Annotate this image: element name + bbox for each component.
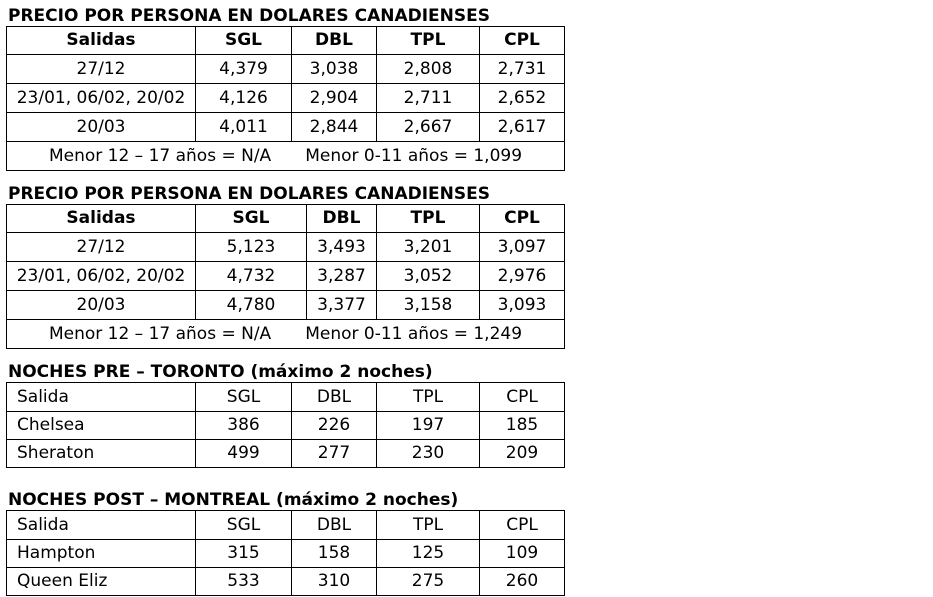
table-row [7, 113, 565, 142]
cell-cpl: 3,093 [480, 291, 565, 320]
cell-tpl: 125 [377, 540, 480, 568]
table-header-row [7, 27, 565, 55]
cell-salidas: 23/01, 06/02, 20/02 [7, 84, 196, 113]
table-row [7, 291, 565, 320]
cell-dbl: 158 [292, 540, 377, 568]
price-section-1 [6, 5, 564, 171]
price-section-2 [6, 183, 564, 349]
cell-hotel: Sheraton [7, 440, 196, 468]
table-header-row [7, 511, 565, 540]
cell-salidas: 20/03 [7, 291, 196, 320]
table-row [7, 262, 565, 291]
cell-sgl: 4,780 [196, 291, 307, 320]
cell-hotel: Queen Eliz [7, 568, 196, 596]
cell-tpl: 3,201 [377, 233, 480, 262]
table-row [7, 84, 565, 113]
cell-cpl: 2,731 [480, 55, 565, 84]
column-header-cpl: CPL [480, 511, 565, 540]
minor-12-17-note: Menor 12 – 17 años = N/A [48, 324, 272, 344]
column-header-salidas: Salidas [7, 27, 196, 55]
price-table-2 [6, 204, 565, 349]
cell-dbl: 310 [292, 568, 377, 596]
cell-tpl: 3,052 [377, 262, 480, 291]
column-header-tpl: TPL [377, 511, 480, 540]
minor-12-17-note: Menor 12 – 17 años = N/A [48, 146, 272, 166]
cell-sgl: 5,123 [196, 233, 307, 262]
cell-dbl: 2,844 [292, 113, 377, 142]
price-table-1 [6, 26, 565, 171]
column-header-cpl: CPL [480, 27, 565, 55]
table-header-row [7, 383, 565, 412]
cell-cpl: 2,976 [480, 262, 565, 291]
cell-sgl: 533 [196, 568, 292, 596]
column-header-tpl: TPL [377, 27, 480, 55]
pre-nights-section [6, 361, 564, 468]
cell-dbl: 2,904 [292, 84, 377, 113]
section-title: NOCHES POST – MONTREAL (máximo 2 noches) [8, 490, 459, 510]
table-row [7, 568, 565, 596]
column-header-cpl: CPL [480, 205, 565, 233]
table-row [7, 412, 565, 440]
cell-hotel: Chelsea [7, 412, 196, 440]
cell-dbl: 3,287 [307, 262, 377, 291]
table-row [7, 540, 565, 568]
minor-price-row [7, 142, 565, 171]
cell-cpl: 185 [480, 412, 565, 440]
column-header-sgl: SGL [196, 27, 292, 55]
minor-price-cell [7, 142, 565, 171]
cell-salidas: 23/01, 06/02, 20/02 [7, 262, 196, 291]
cell-dbl: 277 [292, 440, 377, 468]
column-header-tpl: TPL [377, 383, 480, 412]
cell-salidas: 27/12 [7, 233, 196, 262]
cell-tpl: 2,711 [377, 84, 480, 113]
cell-cpl: 3,097 [480, 233, 565, 262]
column-header-dbl: DBL [307, 205, 377, 233]
section-title: NOCHES PRE – TORONTO (máximo 2 noches) [8, 362, 433, 382]
column-header-dbl: DBL [292, 27, 377, 55]
column-header-dbl: DBL [292, 511, 377, 540]
cell-cpl: 260 [480, 568, 565, 596]
section-title: PRECIO POR PERSONA EN DOLARES CANADIENSES [8, 184, 490, 204]
cell-hotel: Hampton [7, 540, 196, 568]
cell-cpl: 209 [480, 440, 565, 468]
cell-dbl: 226 [292, 412, 377, 440]
cell-sgl: 386 [196, 412, 292, 440]
minor-0-11-note: Menor 0-11 años = 1,099 [305, 146, 523, 166]
column-header-sgl: SGL [196, 383, 292, 412]
cell-dbl: 3,038 [292, 55, 377, 84]
column-header-cpl: CPL [480, 383, 565, 412]
table-row [7, 440, 565, 468]
cell-cpl: 109 [480, 540, 565, 568]
pre-nights-table [6, 382, 565, 468]
post-nights-section [6, 489, 564, 596]
column-header-tpl: TPL [377, 205, 480, 233]
column-header-salida: Salida [7, 511, 196, 540]
cell-dbl: 3,377 [307, 291, 377, 320]
cell-sgl: 4,011 [196, 113, 292, 142]
cell-cpl: 2,617 [480, 113, 565, 142]
post-nights-table [6, 510, 565, 596]
minor-0-11-note: Menor 0-11 años = 1,249 [305, 324, 523, 344]
cell-tpl: 275 [377, 568, 480, 596]
column-header-sgl: SGL [196, 205, 307, 233]
table-header-row [7, 205, 565, 233]
minor-price-row [7, 320, 565, 349]
column-header-salida: Salida [7, 383, 196, 412]
cell-tpl: 2,808 [377, 55, 480, 84]
section-title: PRECIO POR PERSONA EN DOLARES CANADIENSES [8, 6, 490, 26]
cell-dbl: 3,493 [307, 233, 377, 262]
cell-tpl: 2,667 [377, 113, 480, 142]
cell-sgl: 4,126 [196, 84, 292, 113]
cell-sgl: 4,732 [196, 262, 307, 291]
cell-sgl: 4,379 [196, 55, 292, 84]
column-header-dbl: DBL [292, 383, 377, 412]
cell-tpl: 197 [377, 412, 480, 440]
cell-tpl: 230 [377, 440, 480, 468]
cell-tpl: 3,158 [377, 291, 480, 320]
minor-price-cell [7, 320, 565, 349]
cell-cpl: 2,652 [480, 84, 565, 113]
table-row [7, 55, 565, 84]
cell-sgl: 499 [196, 440, 292, 468]
table-row [7, 233, 565, 262]
cell-salidas: 20/03 [7, 113, 196, 142]
column-header-sgl: SGL [196, 511, 292, 540]
cell-sgl: 315 [196, 540, 292, 568]
cell-salidas: 27/12 [7, 55, 196, 84]
column-header-salidas: Salidas [7, 205, 196, 233]
